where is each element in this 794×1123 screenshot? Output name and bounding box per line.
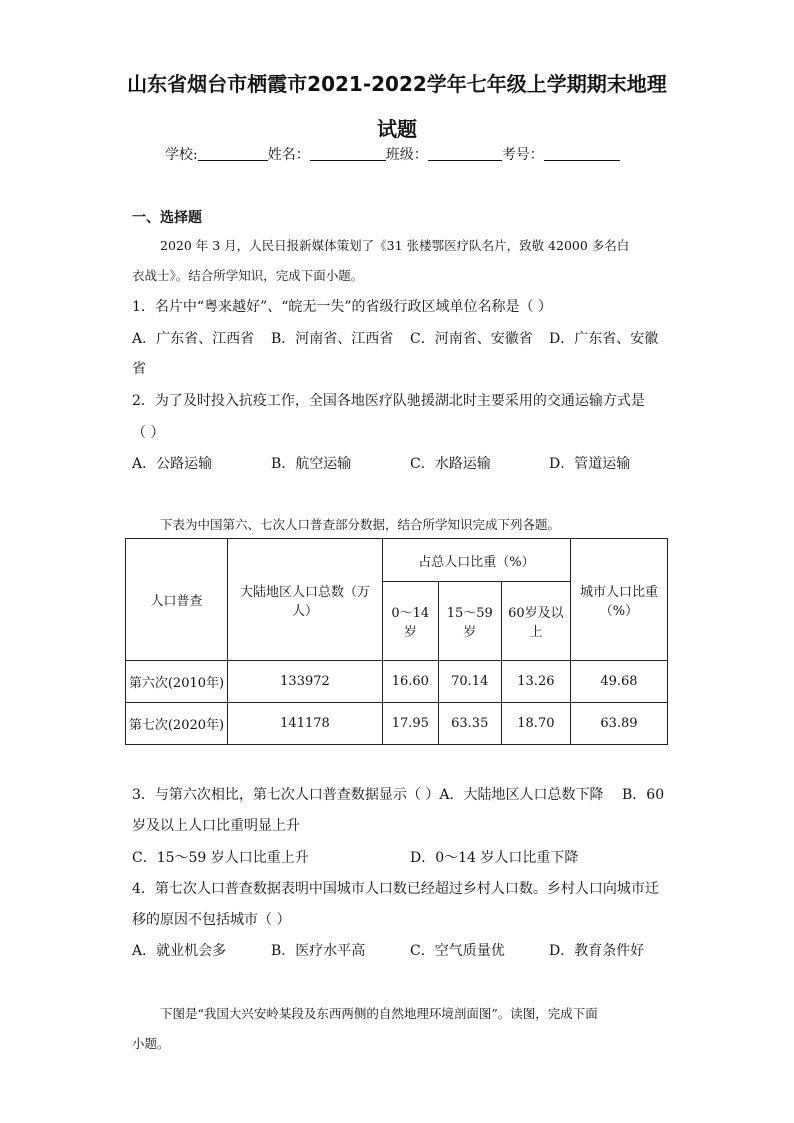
q3-option-c[interactable]: C．15～59 岁人口比重上升: [132, 850, 309, 866]
cell-urban: 63.89: [570, 703, 667, 745]
question-4-stem-wrap: 移的原因不包括城市（ ）: [132, 912, 291, 928]
header-age-0-14: 0～14岁: [382, 582, 438, 661]
q1-option-d[interactable]: D．广东省、安徽: [549, 331, 659, 347]
header-age-15-59: 15～59岁: [438, 582, 501, 661]
question-2-stem: 2．为了及时投入抗疫工作，全国各地医疗队驰援湖北时主要采用的交通运输方式是: [132, 393, 645, 409]
question-3-stem: 3．与第六次相比，第七次人口普查数据显示（ ）A．大陆地区人口总数下降: [132, 787, 604, 803]
header-total: 大陆地区人口总数（万人）: [227, 539, 382, 661]
question-2-stem-wrap: （ ）: [132, 425, 165, 441]
q3-option-d[interactable]: D．0～14 岁人口比重下降: [410, 850, 579, 866]
student-info-row: [165, 144, 620, 164]
question-1-stem: 1．名片中“粤来越好”、“皖无一失”的省级行政区域单位名称是（ ）: [132, 299, 552, 315]
q2-option-d[interactable]: D．管道运输: [549, 456, 631, 472]
section-heading: 一、选择题: [132, 210, 202, 226]
q4-option-d[interactable]: D．教育条件好: [549, 943, 645, 959]
q1-option-a[interactable]: A．广东省、江西省: [132, 331, 255, 347]
name-label: 姓名：: [267, 147, 310, 163]
cell-total: 133972: [227, 661, 382, 703]
school-label: 学校:: [165, 147, 198, 163]
q2-option-b[interactable]: B．航空运输: [271, 456, 352, 472]
header-urban: 城市人口比重 （%）: [570, 539, 667, 661]
intro-3-line2: 小题。: [132, 1036, 170, 1051]
header-census: 人口普查: [126, 539, 228, 661]
question-4-stem: 4．第七次人口普查数据表明中国城市人口数已经超过乡村人口数。乡村人口向城市迁: [132, 881, 659, 897]
exam-title-line1: 山东省烟台市栖霞市2021-2022学年七年级上学期期末地理: [127, 72, 667, 96]
cell-age-0-14: 16.60: [382, 661, 438, 703]
table-row: [126, 703, 668, 745]
name-blank[interactable]: [310, 146, 386, 161]
intro-1-line2: 衣战士》。结合所学知识，完成下面小题。: [132, 268, 364, 283]
q4-option-a[interactable]: A．就业机会多: [132, 943, 227, 959]
q1-option-c[interactable]: C．河南省、安徽省: [410, 331, 533, 347]
intro-2: 下表为中国第六、七次人口普查部分数据，结合所学知识完成下列各题。: [160, 517, 561, 532]
cell-age-0-14: 17.95: [382, 703, 438, 745]
cell-census: 第七次(2020年): [126, 703, 228, 745]
q2-option-c[interactable]: C．水路运输: [410, 456, 491, 472]
exam-title-line2: 试题: [377, 117, 417, 141]
cell-age-60-plus: 18.70: [501, 703, 570, 745]
intro-1-line1: 2020 年 3 月，人民日报新媒体策划了《31 张楼鄂医疗队名片，致敬 42000 多名白: [160, 238, 630, 253]
cell-age-15-59: 63.35: [438, 703, 501, 745]
number-blank[interactable]: [544, 146, 620, 161]
census-table: [125, 538, 668, 745]
cell-total: 141178: [227, 703, 382, 745]
number-label: 考号：: [501, 147, 544, 163]
cell-census: 第六次(2010年): [126, 661, 228, 703]
q3-option-b-wrap: 岁及以上人口比重明显上升: [132, 818, 300, 834]
header-share: 占总人口比重（%）: [382, 539, 570, 582]
q1-option-b[interactable]: B．河南省、江西省: [271, 331, 394, 347]
intro-3-line1: 下图是“我国大兴安岭某段及东西两侧的自然地理环境剖面图”。读图，完成下面: [160, 1006, 598, 1021]
cell-urban: 49.68: [570, 661, 667, 703]
class-blank[interactable]: [428, 146, 502, 161]
cell-age-15-59: 70.14: [438, 661, 501, 703]
school-blank[interactable]: [198, 146, 268, 161]
q1-option-d-wrap: 省: [132, 361, 146, 377]
q4-option-b[interactable]: B．医疗水平高: [271, 943, 366, 959]
cell-age-60-plus: 13.26: [501, 661, 570, 703]
class-label: 班级：: [385, 147, 428, 163]
q2-option-a[interactable]: A．公路运输: [132, 456, 213, 472]
table-row: [126, 661, 668, 703]
header-age-60-plus: 60岁及以上: [501, 582, 570, 661]
q4-option-c[interactable]: C．空气质量优: [410, 943, 505, 959]
table-header-row: [126, 539, 668, 582]
q3-option-b[interactable]: B．60: [622, 787, 665, 803]
